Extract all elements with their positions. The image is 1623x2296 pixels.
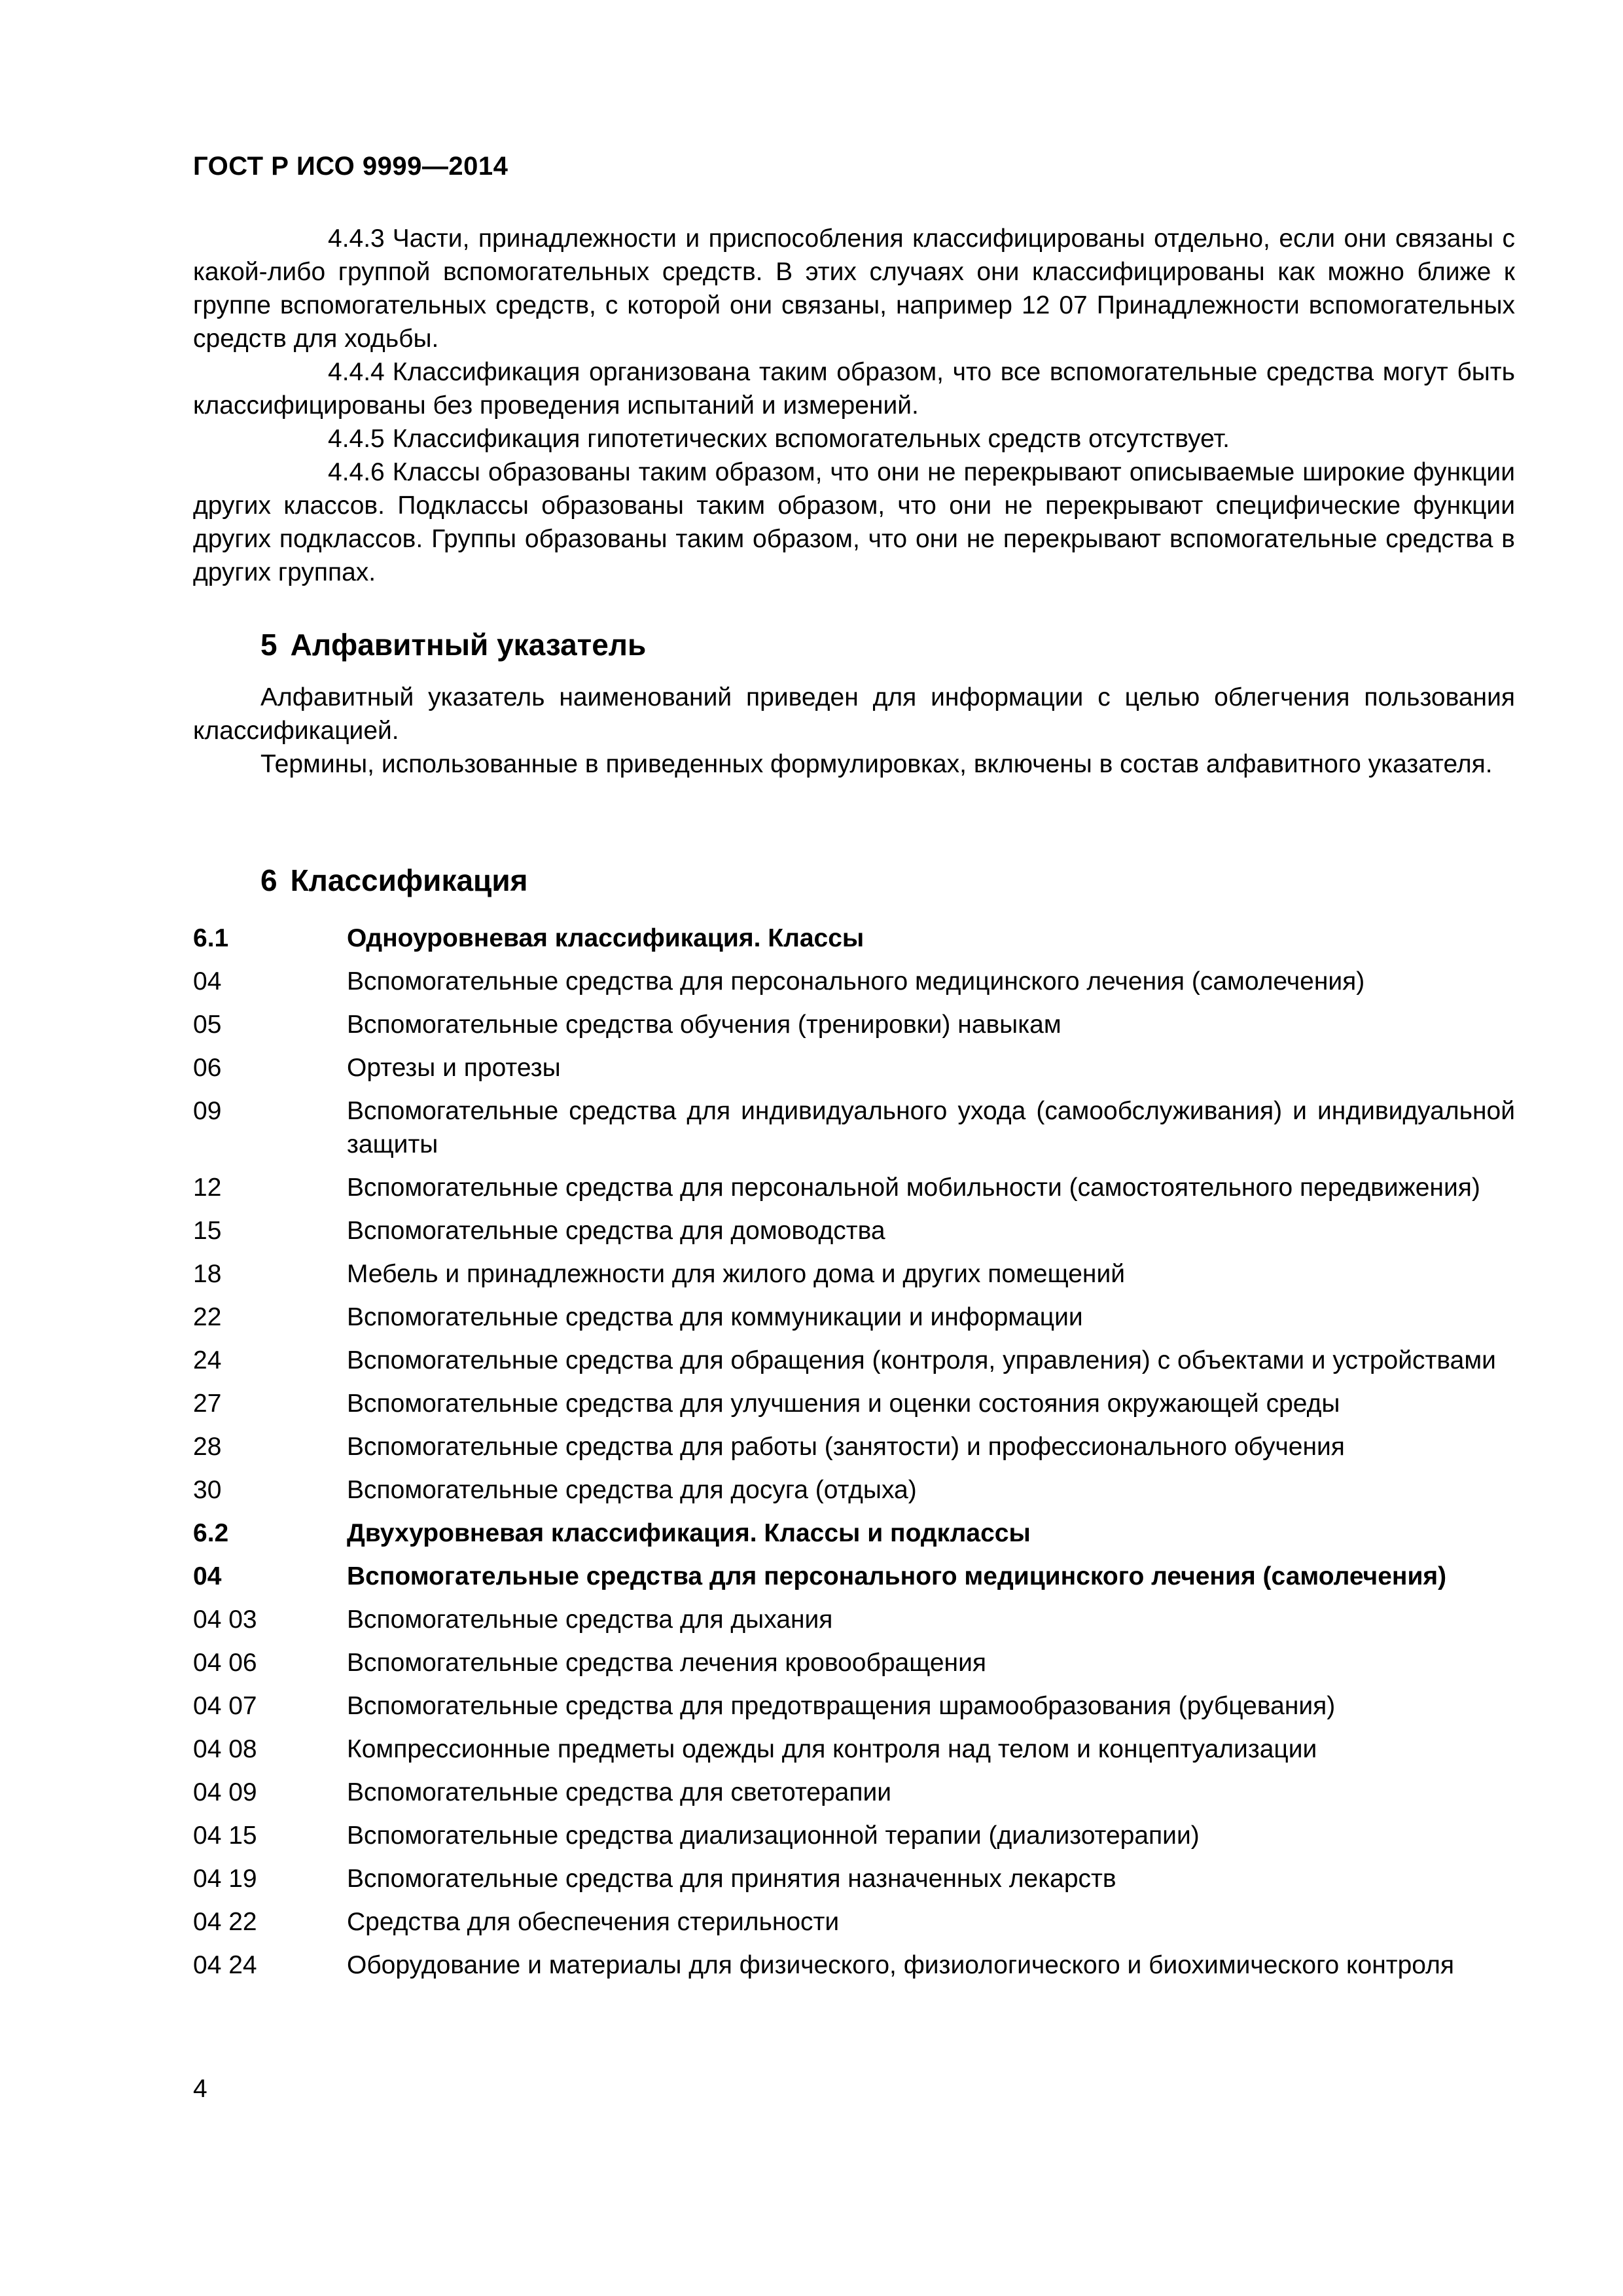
classification-row	[193, 1689, 1515, 1723]
class-title: Двухуровневая классификация. Классы и подклассы	[347, 1519, 1031, 1547]
section-number: 5	[260, 628, 277, 662]
classification-row	[193, 1051, 1515, 1085]
classification-row	[193, 965, 1515, 998]
section-title: Классификация	[290, 863, 528, 897]
class-code: 05	[193, 1011, 222, 1039]
class-title: Вспомогательные средства для персональной мобильности (самостоятельного передвижения)	[347, 1174, 1480, 1202]
class-code: 24	[193, 1346, 222, 1374]
paragraph-text: Классификация организована таким образом, что все вспомогательные средства могут быть классифицированы без проведения испытаний и измерений.	[193, 358, 1515, 420]
document-header: ГОСТ Р ИСО 9999—2014	[193, 152, 508, 181]
classification-table	[193, 922, 1515, 1992]
classification-row	[193, 1094, 1515, 1161]
class-code: 06	[193, 1054, 222, 1082]
class-code: 27	[193, 1390, 222, 1418]
class-code: 22	[193, 1303, 222, 1331]
classification-row	[193, 1300, 1515, 1334]
paragraph-text: Классификация гипотетических вспомогательных средств отсутствует.	[392, 425, 1230, 453]
class-title: Вспомогательные средства обучения (тренировки) навыкам	[347, 1011, 1061, 1039]
class-code: 6.1	[193, 924, 229, 952]
class-title: Вспомогательные средства для дыхания	[347, 1605, 833, 1634]
paragraph-4-4-6	[193, 456, 1515, 589]
class-title: Вспомогательные средства для улучшения и оценки состояния окружающей среды	[347, 1390, 1340, 1418]
class-title: Вспомогательные средства для персонального медицинского лечения (самолечения)	[347, 967, 1365, 996]
class-title: Мебель и принадлежности для жилого дома и других помещений	[347, 1260, 1126, 1288]
class-code: 18	[193, 1260, 222, 1288]
class-title: Вспомогательные средства для светотерапии	[347, 1778, 892, 1806]
classification-row	[193, 1732, 1515, 1766]
class-code: 04 24	[193, 1951, 257, 1979]
section-5-paragraphs	[193, 681, 1515, 781]
class-title: Вспомогательные средства для индивидуального ухода (самообслуживания) и индивидуальной защиты	[347, 1097, 1515, 1158]
classification-row	[193, 1603, 1515, 1636]
classification-row	[193, 1008, 1515, 1041]
class-title: Вспомогательные средства для персонального медицинского лечения (самолечения)	[347, 1562, 1447, 1590]
class-code: 04 07	[193, 1692, 257, 1720]
paragraph-number: 4.4.5	[328, 425, 385, 453]
paragraph-text: Классы образованы таким образом, что они не перекрывают описываемые широкие функции других классов. Подклассы образованы таким образом, что они не перекрывают специфические функции других подклассов. Группы образованы таким образом, что они не перекрывают вспомогательные средства в других группах.	[193, 458, 1515, 586]
class-title: Оборудование и материалы для физического, физиологического и биохимического контроля	[347, 1951, 1455, 1979]
class-title: Вспомогательные средства для досуга (отдыха)	[347, 1476, 917, 1504]
classification-heading-row	[193, 1560, 1515, 1593]
classification-row	[193, 1214, 1515, 1247]
class-code: 04	[193, 1562, 222, 1590]
class-code: 04 15	[193, 1821, 257, 1850]
section-4-4-paragraphs	[193, 222, 1515, 589]
classification-heading-row	[193, 922, 1515, 955]
classification-row	[193, 1646, 1515, 1679]
class-code: 30	[193, 1476, 222, 1504]
section-6-heading	[260, 863, 527, 898]
class-code: 04	[193, 967, 222, 996]
class-code: 12	[193, 1174, 222, 1202]
page-number: 4	[193, 2075, 207, 2103]
classification-row	[193, 1819, 1515, 1852]
section-5-heading	[260, 627, 646, 662]
class-code: 28	[193, 1433, 222, 1461]
paragraph-4-4-4	[193, 355, 1515, 422]
paragraph-4-4-5	[193, 422, 1515, 456]
section-number: 6	[260, 863, 277, 897]
class-code: 04 03	[193, 1605, 257, 1634]
class-title: Средства для обеспечения стерильности	[347, 1908, 840, 1936]
paragraph-text: Части, принадлежности и приспособления классифицированы отдельно, если они связаны с какой-либо группой вспомогательных средств. В этих случаях они классифицированы как можно ближе к группе вспомогательных средств, с которой они связаны, например 12 07 Принадлежности вспомогательных средств для ходьбы.	[193, 224, 1515, 353]
classification-row	[193, 1862, 1515, 1895]
classification-row	[193, 1171, 1515, 1204]
class-code: 09	[193, 1097, 222, 1125]
class-title: Одноуровневая классификация. Классы	[347, 924, 865, 952]
class-title: Вспомогательные средства для коммуникации и информации	[347, 1303, 1083, 1331]
paragraph-number: 4.4.4	[328, 358, 385, 386]
section-title: Алфавитный указатель	[290, 628, 647, 662]
class-title: Вспомогательные средства для принятия назначенных лекарств	[347, 1865, 1116, 1893]
class-code: 04 09	[193, 1778, 257, 1806]
classification-heading-row	[193, 1516, 1515, 1550]
class-title: Вспомогательные средства лечения кровообращения	[347, 1649, 986, 1677]
classification-row	[193, 1387, 1515, 1420]
class-title: Вспомогательные средства для работы (занятости) и профессионального обучения	[347, 1433, 1345, 1461]
paragraph: Термины, использованные в приведенных формулировках, включены в состав алфавитного указателя.	[260, 750, 1493, 778]
class-code: 04 08	[193, 1735, 257, 1763]
paragraph-number: 4.4.3	[328, 224, 385, 253]
classification-row	[193, 1473, 1515, 1507]
classification-row	[193, 1905, 1515, 1939]
classification-row	[193, 1257, 1515, 1291]
paragraph-number: 4.4.6	[328, 458, 385, 486]
class-title: Вспомогательные средства диализационной терапии (диализотерапии)	[347, 1821, 1200, 1850]
class-title: Вспомогательные средства для домоводства	[347, 1217, 885, 1245]
class-code: 04 06	[193, 1649, 257, 1677]
classification-row	[193, 1776, 1515, 1809]
class-title: Вспомогательные средства для обращения (контроля, управления) с объектами и устройствами	[347, 1346, 1496, 1374]
class-title: Вспомогательные средства для предотвращения шрамообразования (рубцевания)	[347, 1692, 1336, 1720]
class-code: 04 22	[193, 1908, 257, 1936]
class-title: Компрессионные предметы одежды для контроля над телом и концептуализации	[347, 1735, 1317, 1763]
classification-row	[193, 1344, 1515, 1377]
class-code: 6.2	[193, 1519, 229, 1547]
class-title: Ортезы и протезы	[347, 1054, 561, 1082]
class-code: 15	[193, 1217, 222, 1245]
class-code: 04 19	[193, 1865, 257, 1893]
paragraph-4-4-3	[193, 222, 1515, 355]
classification-row	[193, 1430, 1515, 1463]
classification-row	[193, 1948, 1515, 1982]
paragraph: Алфавитный указатель наименований приведен для информации с целью облегчения пользования классификацией.	[193, 683, 1515, 745]
